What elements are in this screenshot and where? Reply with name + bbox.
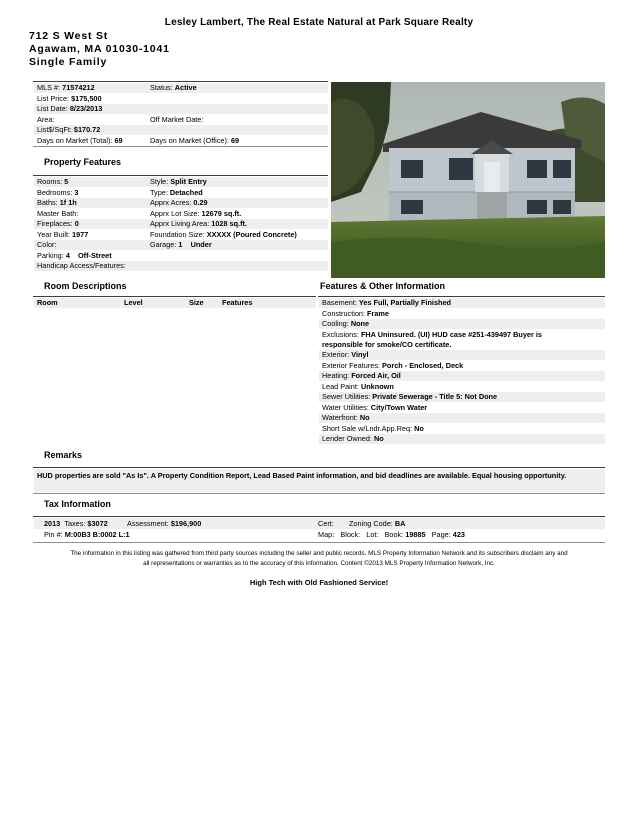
list-price: List Price: $175,500 — [37, 93, 102, 103]
info-lender-owned: Lender Owned: No — [322, 434, 384, 443]
info-cooling: Cooling: None — [322, 319, 370, 328]
property-features-rule — [33, 175, 328, 176]
address-line-1: 712 S West St — [29, 30, 109, 42]
listing-top-rule — [33, 81, 328, 82]
info-short-sale: Short Sale w/Lndr.App.Req: No — [322, 423, 424, 433]
info-exclusions: Exclusions: FHA Uninsured. (UI) HUD case #251-439497 Buyer is — [322, 329, 542, 339]
property-features-title: Property Features — [44, 157, 122, 167]
days-on-market-office: Days on Market (Office): 69 — [150, 135, 240, 145]
off-market-date: Off Market Date: — [150, 114, 204, 124]
info-sewer: Sewer Utilities: Private Sewerage - Title 5: Not Done — [322, 392, 498, 401]
room-descriptions-rule — [33, 296, 316, 297]
disclaimer-line-2: all representations or warranties as to the accuracy of this information. Content ©2013 MLS Property Information Network, Inc. — [143, 560, 495, 567]
info-exterior: Exterior: Vinyl — [322, 350, 369, 359]
feature-baths: Baths: 1f 1h — [37, 198, 77, 207]
feature-type: Type: Detached — [150, 187, 203, 197]
feature-handicap: Handicap Access/Features: — [37, 261, 126, 270]
price-per-sqft: List$/SqFt: $170.72 — [37, 125, 101, 134]
property-type: Single Family — [29, 56, 108, 68]
info-exterior-features: Exterior Features: Porch - Enclosed, Deck — [322, 360, 464, 370]
property-photo — [331, 82, 605, 278]
listing-bottom-rule — [33, 146, 328, 147]
feature-bedrooms: Bedrooms: 3 — [37, 187, 79, 197]
room-header-shade — [34, 298, 316, 308]
agent-header: Lesley Lambert, The Real Estate Natural at Park Square Realty — [164, 17, 474, 28]
days-on-market-total: Days on Market (Total): 69 — [37, 135, 123, 145]
info-waterfront: Waterfront: No — [322, 413, 370, 422]
features-other-title: Features & Other Information — [320, 281, 446, 291]
area: Area: — [37, 114, 55, 124]
feature-master-bath: Master Bath: — [37, 208, 79, 218]
tax-title: Tax Information — [44, 499, 111, 509]
tax-bottom-rule — [33, 542, 605, 543]
tax-cert: Cert: — [318, 519, 334, 528]
info-water: Water Utilities: City/Town Water — [322, 402, 428, 412]
feature-living-area: Apprx Living Area: 1028 sq.ft. — [150, 219, 247, 228]
status: Status: Active — [150, 83, 197, 92]
address-line-2: Agawam, MA 01030-1041 — [29, 43, 170, 55]
tagline: High Tech with Old Fashioned Service! — [249, 578, 389, 587]
room-col-features: Features — [222, 298, 253, 307]
feature-color: Color: — [37, 240, 57, 249]
info-exclusions-cont: responsible for smoke/CO certificate. — [322, 339, 452, 349]
remarks-bottom-rule — [33, 493, 605, 494]
remarks-title: Remarks — [44, 450, 83, 460]
feature-style: Style: Split Entry — [150, 177, 207, 186]
room-col-level: Level — [124, 298, 143, 307]
info-basement: Basement: Yes Full, Partially Finished — [322, 298, 451, 307]
feature-acres: Apprx Acres: 0.29 — [150, 198, 208, 207]
disclaimer-line-1: The information in this listing was gathered from third party sources including the seller and public records. MLS Property Information Network and its subscribers disclaim any and — [70, 550, 568, 557]
tax-assessment: Assessment: $196,900 — [127, 519, 202, 528]
feature-year-built: Year Built: 1977 — [37, 229, 89, 239]
room-col-size: Size — [189, 298, 204, 307]
tax-map-block-lot: Map: Block: Lot: Book: 19885 Page: 423 — [318, 530, 465, 539]
info-construction: Construction: Frame — [322, 308, 389, 318]
info-heating: Heating: Forced Air, Oil — [322, 371, 401, 380]
tax-rule — [33, 516, 605, 517]
room-col-room: Room — [37, 298, 58, 307]
features-other-rule — [318, 296, 605, 297]
feature-lot-size: Apprx Lot Size: 12679 sq.ft. — [150, 208, 242, 218]
list-date: List Date: 8/23/2013 — [37, 104, 103, 113]
tax-zoning: Zoning Code: BA — [349, 519, 406, 528]
info-lead-paint: Lead Paint: Unknown — [322, 381, 394, 391]
remarks-rule — [33, 467, 605, 468]
feature-fireplaces: Fireplaces: 0 — [37, 219, 79, 228]
tax-pin: Pin #: M:00B3 B:0002 L:1 — [44, 530, 130, 539]
room-descriptions-title: Room Descriptions — [44, 281, 127, 291]
feature-parking: Parking: 4 Off-Street — [37, 250, 112, 260]
tax-year-taxes: 2013 Taxes: $3072 — [44, 519, 108, 528]
remarks-text: HUD properties are sold "As Is". A Property Condition Report, Lead Based Paint information, and bid deadlines are available. Equal housing opportunity. — [37, 471, 567, 480]
feature-rooms: Rooms: 5 — [37, 177, 69, 186]
mls-number: MLS #: 71574212 — [37, 83, 95, 92]
feature-garage: Garage: 1 Under — [150, 240, 212, 249]
feature-foundation: Foundation Size: XXXXX (Poured Concrete) — [150, 229, 297, 239]
